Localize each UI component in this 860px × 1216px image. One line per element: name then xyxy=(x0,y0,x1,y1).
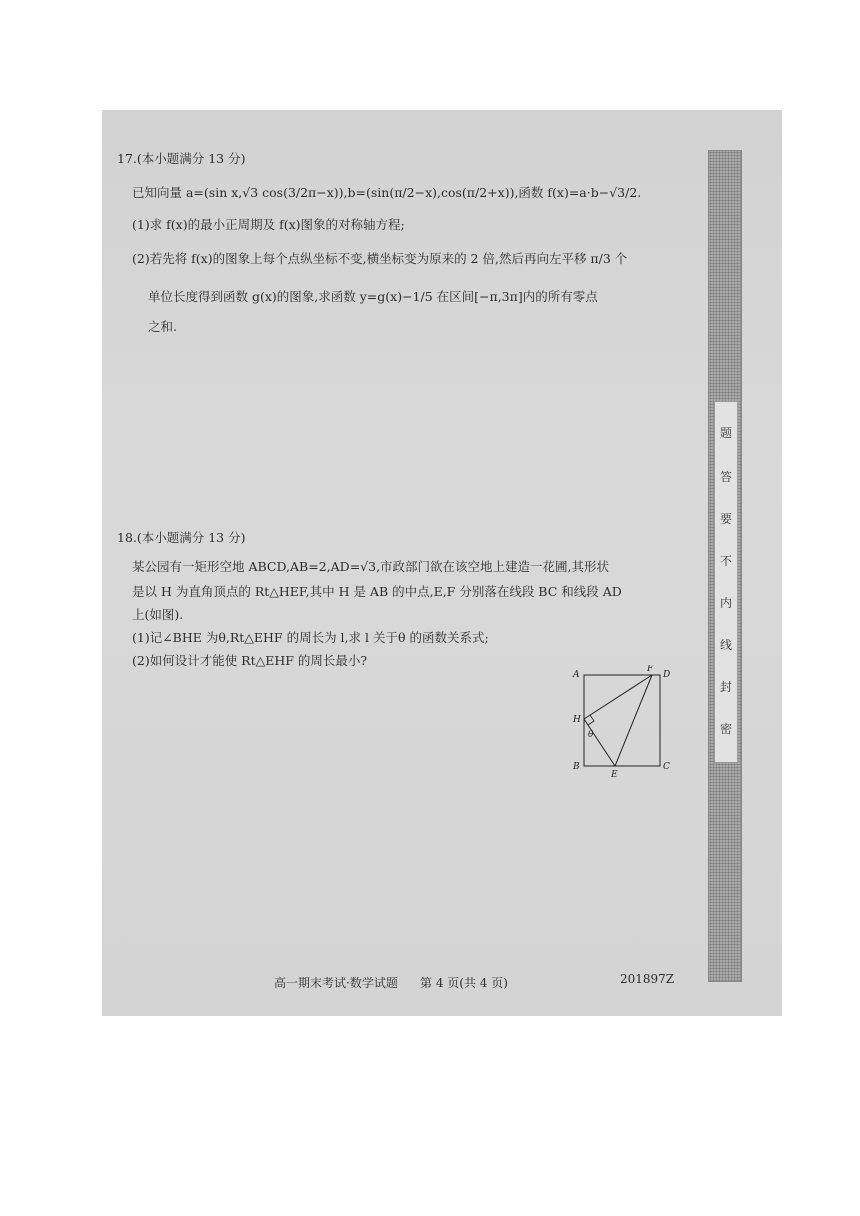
label-d: D xyxy=(663,670,671,680)
q18-header: 18.(本小题满分 13 分) xyxy=(117,530,246,545)
label-b: B xyxy=(573,762,580,772)
segment-hf xyxy=(584,675,652,719)
right-angle-mark xyxy=(588,715,594,725)
label-f: F xyxy=(647,665,654,674)
seal-char: 答 xyxy=(719,470,732,484)
q17-given: 已知向量 a=(sin x,√3 cos(3/2π−x)),b=(sin(π/2−x),cos(π/2+x)),函数 f(x)=a·b−√3/2. xyxy=(132,185,642,200)
q18-line2: 是以 H 为直角顶点的 Rt△HEF,其中 H 是 AB 的中点,E,F 分别落在线段 BC 和线段 AD xyxy=(132,584,622,599)
label-e: E xyxy=(611,770,618,780)
q17-header: 17.(本小题满分 13 分) xyxy=(117,151,246,166)
footer-code: 201897Z xyxy=(620,972,675,986)
seal-char: 线 xyxy=(719,638,732,652)
label-h: H xyxy=(573,715,581,725)
footer-title: 高一期末考试·数学试题 xyxy=(274,976,398,990)
seal-char: 题 xyxy=(719,426,732,440)
q18-part2: (2)如何设计才能使 Rt△EHF 的周长最小? xyxy=(132,653,368,668)
seal-char: 要 xyxy=(719,512,732,526)
rectangle-abcd xyxy=(584,675,660,766)
rectangle-figure xyxy=(567,665,677,780)
label-c: C xyxy=(663,762,670,772)
seal-char: 内 xyxy=(719,596,732,610)
seal-strip-panel xyxy=(714,401,738,763)
q17-part2-line3: 之和. xyxy=(148,319,177,334)
seal-strip xyxy=(708,150,742,982)
q17-part2-line2: 单位长度得到函数 g(x)的图象,求函数 y=g(x)−1/5 在区间[−π,3π]内的所有零点 xyxy=(148,289,598,304)
label-a: A xyxy=(573,670,580,680)
seal-char: 封 xyxy=(719,680,732,694)
q18-part1: (1)记∠BHE 为θ,Rt△EHF 的周长为 l,求 l 关于θ 的函数关系式; xyxy=(132,630,489,645)
q18-line3: 上(如图). xyxy=(132,607,184,622)
q18-line1: 某公园有一矩形空地 ABCD,AB=2,AD=√3,市政部门欲在该空地上建造一花圃,其形状 xyxy=(132,559,610,574)
exam-page xyxy=(102,110,782,1016)
label-theta: θ xyxy=(588,730,594,740)
seal-char: 不 xyxy=(719,554,732,568)
segment-ef xyxy=(615,675,652,766)
footer-page: 第 4 页(共 4 页) xyxy=(420,976,508,990)
seal-char: 密 xyxy=(719,722,732,736)
q17-part1: (1)求 f(x)的最小正周期及 f(x)图象的对称轴方程; xyxy=(132,217,405,232)
bleed-through-text xyxy=(482,152,493,168)
segment-he xyxy=(584,719,615,766)
q17-part2-line1: (2)若先将 f(x)的图象上每个点纵坐标不变,横坐标变为原来的 2 倍,然后再向左平移 π/3 个 xyxy=(132,251,628,266)
